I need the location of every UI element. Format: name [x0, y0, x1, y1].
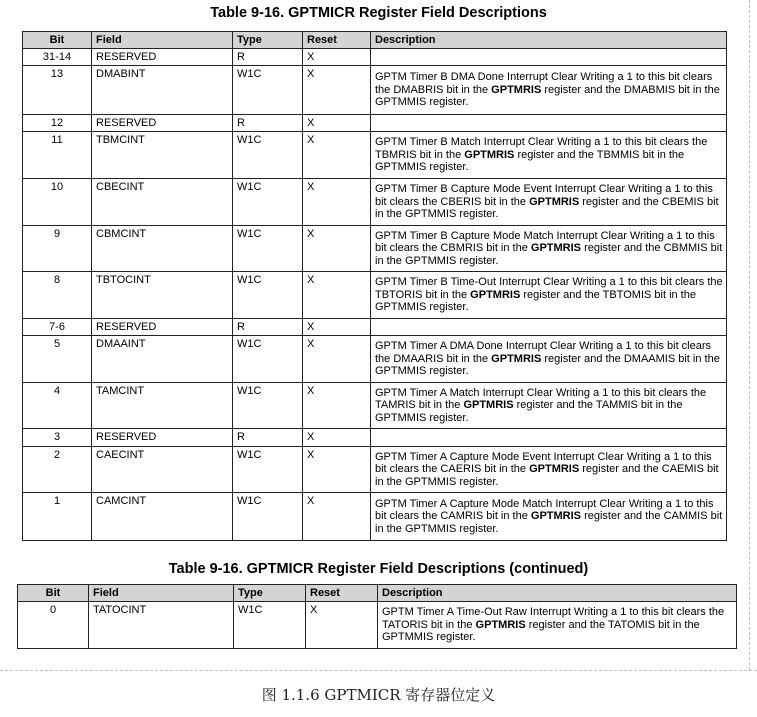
cell-reset: X — [303, 319, 371, 336]
header-type: Type — [234, 585, 306, 602]
figure-caption: 图 1.1.6 GPTMICR 寄存器位定义 — [261, 686, 496, 704]
cell-field: TATOCINT — [89, 602, 234, 649]
table-row — [23, 447, 727, 493]
cell-reset: X — [303, 383, 371, 429]
cell-description — [371, 319, 727, 336]
cell-reset: X — [303, 66, 371, 115]
description-text: GPTM Timer A DMA Done Interrupt Clear Writing a 1 to this bit clears the DMAARIS bit in the — [375, 340, 712, 365]
table-row — [23, 179, 727, 226]
cell-type: W1C — [233, 383, 303, 429]
cell-description — [371, 226, 727, 272]
cell-bit: 11 — [23, 132, 92, 179]
cell-bit: 1 — [23, 493, 92, 541]
table-body — [18, 602, 737, 649]
cell-bit: 9 — [23, 226, 92, 272]
cell-type: W1C — [233, 66, 303, 115]
cell-field: DMABINT — [92, 66, 233, 115]
description-text: register and the DMABMIS bit in the GPTMMIS register. — [375, 83, 720, 109]
table-row — [23, 132, 727, 179]
cell-reset: X — [306, 602, 378, 649]
cell-description — [378, 602, 737, 649]
cell-bit: 3 — [23, 429, 92, 447]
header-type: Type — [233, 32, 303, 49]
description-text: GPTM Timer A Capture Mode Match Interrupt Clear Writing a 1 to this bit clears the CAMRIS bit in the — [375, 497, 714, 523]
cell-bit: 7-6 — [23, 319, 92, 336]
cell-type: W1C — [233, 493, 303, 541]
register-name: GPTMRIS — [530, 510, 582, 523]
cell-reset: X — [303, 49, 371, 66]
cell-description — [371, 66, 727, 115]
description-text: GPTM Timer B DMA Done Interrupt Clear Writing a 1 to this bit clears the DMABRIS bit in the — [375, 71, 713, 96]
cell-description — [371, 383, 727, 429]
cell-type: R — [233, 319, 303, 336]
register-name: GPTMRIS — [529, 463, 580, 476]
description-text: register and the TBTOMIS bit in the GPTMMIS register. — [375, 288, 696, 314]
register-name: GPTMRIS — [529, 195, 580, 208]
cell-type: R — [233, 115, 303, 132]
description-text: register and the CBMMIS bit in the GPTMMIS register. — [375, 242, 723, 267]
header-bit: Bit — [18, 585, 89, 602]
cell-type: R — [233, 429, 303, 447]
cell-field: DMAAINT — [92, 336, 233, 383]
cell-field: CBMCINT — [92, 226, 233, 272]
cell-reset: X — [303, 226, 371, 272]
cell-field: RESERVED — [92, 115, 233, 132]
header-reset: Reset — [306, 585, 378, 602]
cell-reset: X — [303, 447, 371, 493]
cell-type: W1C — [233, 132, 303, 179]
table-header-row — [18, 585, 737, 602]
cell-bit: 31-14 — [23, 49, 92, 66]
cell-type: R — [233, 49, 303, 66]
description-text: GPTM Timer B Capture Mode Match Interrupt Clear Writing a 1 to this bit clears the CBMRIS bit in the — [375, 229, 715, 255]
cell-description — [371, 447, 727, 493]
description-text: register and the TATOMIS bit in the GPTMMIS register. — [382, 618, 700, 644]
register-name: GPTMRIS — [491, 83, 542, 96]
register-name: GPTMRIS — [530, 242, 582, 255]
cell-reset: X — [303, 132, 371, 179]
table-row — [23, 383, 727, 429]
description-text: register and the TAMMIS bit in the GPTMMIS register. — [375, 399, 683, 424]
description-text: GPTM Timer A Match Interrupt Clear Writing a 1 to this bit clears the TAMRIS bit in the — [375, 386, 707, 412]
table-row — [23, 66, 727, 115]
cell-bit: 5 — [23, 336, 92, 383]
cell-description — [371, 179, 727, 226]
page-edge-bottom — [0, 670, 757, 671]
cell-bit: 13 — [23, 66, 92, 115]
cell-description — [371, 115, 727, 132]
cell-type: W1C — [234, 602, 306, 649]
description-text: GPTM Timer B Time-Out Interrupt Clear Writing a 1 to this bit clears the TBTORIS bit in the — [375, 276, 723, 301]
cell-reset: X — [303, 115, 371, 132]
cell-reset: X — [303, 429, 371, 447]
register-field-table — [22, 31, 727, 541]
header-description: Description — [378, 585, 737, 602]
cell-description — [371, 429, 727, 447]
cell-reset: X — [303, 179, 371, 226]
description-text: register and the DMAAMIS bit in the GPTMMIS register. — [375, 352, 720, 378]
cell-field: TBMCINT — [92, 132, 233, 179]
description-text: register and the CAMMIS bit in the GPTMMIS register. — [375, 510, 723, 535]
cell-field: RESERVED — [92, 49, 233, 66]
cell-bit: 10 — [23, 179, 92, 226]
table-row — [23, 319, 727, 336]
table-row — [18, 602, 737, 649]
description-text: GPTM Timer A Capture Mode Event Interrupt Clear Writing a 1 to this bit clears the CAERIS bit in the — [375, 450, 712, 476]
cell-bit: 2 — [23, 447, 92, 493]
cell-field: RESERVED — [92, 319, 233, 336]
description-text: register and the CAEMIS bit in the GPTMMIS register. — [375, 463, 719, 488]
cell-type: W1C — [233, 447, 303, 493]
cell-reset: X — [303, 336, 371, 383]
table-row — [23, 336, 727, 383]
cell-field: TAMCINT — [92, 383, 233, 429]
description-text: GPTM Timer A Time-Out Raw Interrupt Writing a 1 to this bit clears the TATORIS bit in the — [382, 606, 725, 631]
table-title-continued: Table 9-16. GPTMICR Register Field Descriptions (continued) — [168, 561, 589, 577]
cell-bit: 0 — [18, 602, 89, 649]
table-row — [23, 272, 727, 319]
table-row — [23, 115, 727, 132]
cell-field: CBECINT — [92, 179, 233, 226]
description-text: register and the TBMMIS bit in the GPTMMIS register. — [375, 148, 685, 174]
header-description: Description — [371, 32, 727, 49]
cell-reset: X — [303, 493, 371, 541]
cell-bit: 4 — [23, 383, 92, 429]
cell-type: W1C — [233, 336, 303, 383]
header-field: Field — [89, 585, 234, 602]
table-row — [23, 493, 727, 541]
table-row — [23, 49, 727, 66]
cell-reset: X — [303, 272, 371, 319]
cell-description — [371, 272, 727, 319]
description-text: GPTM Timer B Match Interrupt Clear Writing a 1 to this bit clears the TBMRIS bit in the — [375, 136, 708, 161]
header-reset: Reset — [303, 32, 371, 49]
header-bit: Bit — [23, 32, 92, 49]
cell-description — [371, 336, 727, 383]
table-title: Table 9-16. GPTMICR Register Field Descriptions — [210, 5, 547, 21]
cell-type: W1C — [233, 272, 303, 319]
description-text: GPTM Timer B Capture Mode Event Interrupt Clear Writing a 1 to this bit clears the CBERIS bit in the — [375, 183, 713, 208]
table-row — [23, 429, 727, 447]
register-name: GPTMRIS — [463, 399, 514, 412]
register-name: GPTMRIS — [470, 288, 521, 301]
cell-type: W1C — [233, 226, 303, 272]
header-field: Field — [92, 32, 233, 49]
cell-bit: 12 — [23, 115, 92, 132]
description-text: register and the CBEMIS bit in the GPTMMIS register. — [375, 195, 719, 221]
table-body — [23, 49, 727, 541]
register-name: GPTMRIS — [464, 148, 515, 161]
cell-field: TBTOCINT — [92, 272, 233, 319]
cell-description — [371, 493, 727, 541]
register-name: GPTMRIS — [491, 352, 542, 365]
cell-bit: 8 — [23, 272, 92, 319]
cell-description — [371, 132, 727, 179]
cell-type: W1C — [233, 179, 303, 226]
cell-field: RESERVED — [92, 429, 233, 447]
register-name: GPTMRIS — [475, 618, 526, 631]
table-header-row — [23, 32, 727, 49]
cell-field: CAECINT — [92, 447, 233, 493]
cell-field: CAMCINT — [92, 493, 233, 541]
register-field-table-continued — [17, 584, 737, 649]
cell-description — [371, 49, 727, 66]
table-row — [23, 226, 727, 272]
